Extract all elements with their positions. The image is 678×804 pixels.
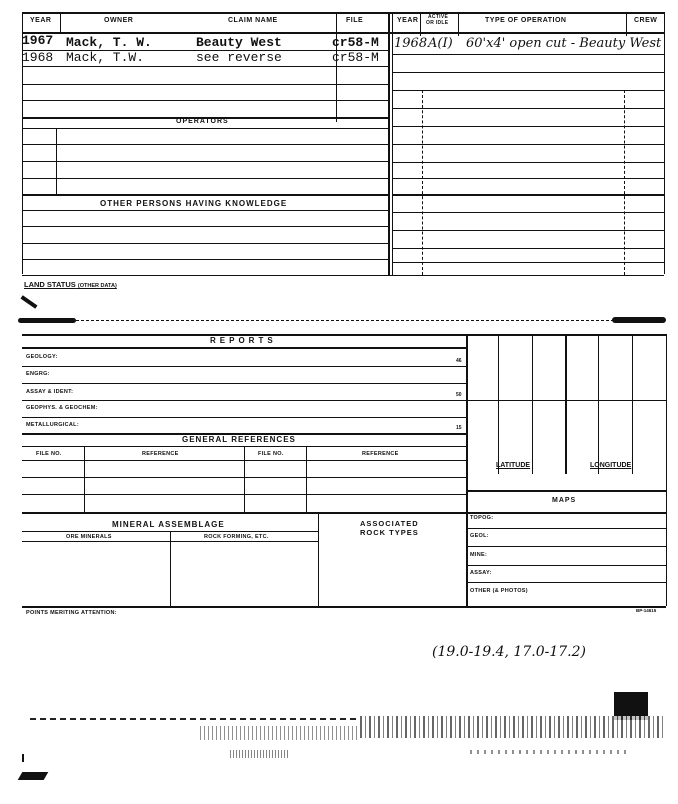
map-geol: GEOL:: [470, 533, 489, 539]
row-1-year: 1967: [22, 33, 54, 48]
header-or-idle: OR IDLE: [426, 20, 449, 26]
mineral-assemblage-heading: MINERAL ASSEMBLAGE: [112, 520, 225, 529]
header-claim-name: CLAIM NAME: [228, 17, 278, 24]
header-owner: OWNER: [104, 17, 134, 24]
report-geology-label: GEOLOGY:: [26, 354, 58, 360]
row-2-file: cr58-M: [332, 50, 379, 65]
ore-minerals-label: ORE MINERALS: [66, 534, 112, 540]
points-heading: POINTS MERITING ATTENTION:: [26, 610, 117, 616]
land-status-subheading: (OTHER DATA): [77, 283, 117, 289]
header-type-of-operation: TYPE OF OPERATION: [485, 17, 567, 24]
header-active: ACTIVE: [428, 14, 449, 20]
form-number: BP-14615: [636, 608, 657, 613]
handwritten-note: (19.0-19.4, 17.0-17.2): [432, 644, 586, 660]
ref-file-no-1: FILE NO.: [36, 451, 62, 457]
maps-heading: MAPS: [552, 497, 577, 504]
ref-reference-1: REFERENCE: [142, 451, 179, 457]
report-assay-num: 50: [456, 392, 462, 398]
ref-reference-2: REFERENCE: [362, 451, 399, 457]
operation-status: A(I): [428, 36, 453, 51]
row-1-claim: Beauty West: [196, 35, 282, 50]
ref-file-no-2: FILE NO.: [258, 451, 284, 457]
report-geophys-label: GEOPHYS. & GEOCHEM:: [26, 405, 98, 411]
report-assay-label: ASSAY & IDENT:: [26, 389, 74, 395]
report-geology-num: 46: [456, 358, 462, 364]
land-status-heading: LAND STATUS: [24, 280, 76, 289]
header-year-2: YEAR: [397, 17, 419, 24]
header-year: YEAR: [30, 17, 52, 24]
operation-description: 60'x4' open cut - Beauty West: [466, 36, 662, 51]
general-references-heading: GENERAL REFERENCES: [182, 435, 296, 444]
report-metallurgical-label: METALLURGICAL:: [26, 422, 79, 428]
longitude-label: LONGITUDE: [590, 462, 632, 469]
other-persons-heading: OTHER PERSONS HAVING KNOWLEDGE: [100, 199, 288, 208]
operation-year: 1968: [394, 36, 428, 51]
row-2-owner: Mack, T.W.: [66, 50, 145, 65]
rock-types-heading: ROCK TYPES: [360, 528, 419, 537]
row-1-file: cr58-M: [332, 35, 379, 50]
report-metallurgical-num: 15: [456, 425, 462, 431]
rock-forming-label: ROCK FORMING, ETC.: [204, 534, 269, 540]
report-engrg-label: ENGRG:: [26, 371, 50, 377]
row-2-claim: see reverse: [196, 50, 282, 65]
header-file: FILE: [346, 17, 364, 24]
map-mine: MINE:: [470, 552, 488, 558]
map-assay: ASSAY:: [470, 570, 492, 576]
header-crew: CREW: [634, 17, 658, 24]
reports-heading: REPORTS: [210, 336, 277, 345]
latitude-label: LATITUDE: [496, 462, 531, 469]
row-1-owner: Mack, T. W.: [66, 35, 152, 50]
map-other: OTHER (& PHOTOS): [470, 588, 528, 594]
map-topog: TOPOG:: [470, 515, 494, 521]
operators-heading: OPERATORS: [176, 118, 229, 125]
associated-heading: ASSOCIATED: [360, 519, 419, 528]
row-2-year: 1968: [22, 50, 54, 65]
